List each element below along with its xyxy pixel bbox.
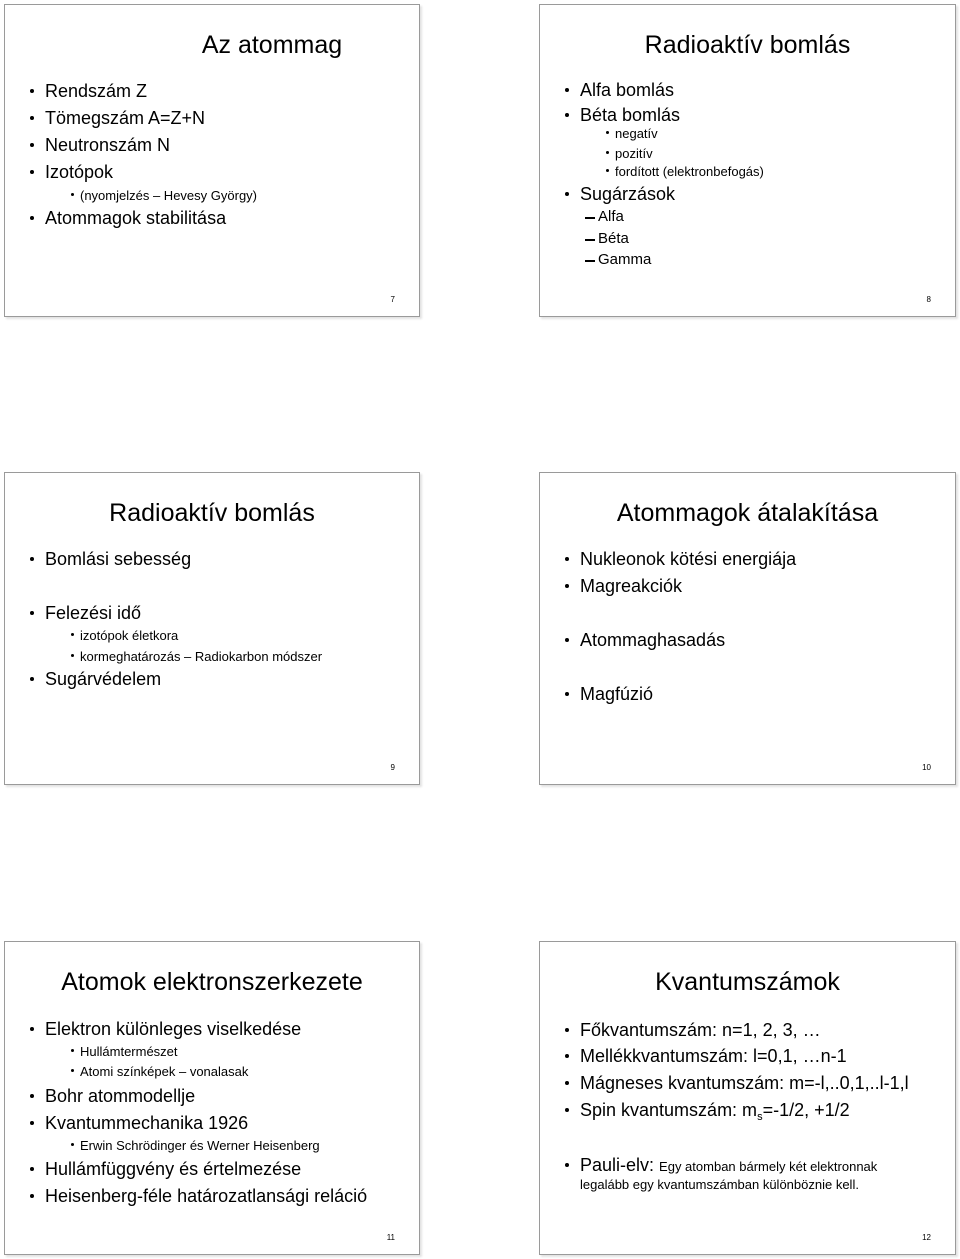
pauli-label: Pauli-elv: <box>580 1155 655 1175</box>
slide-12 <box>539 941 956 1255</box>
slide-title: Atommagok átalakítása <box>616 499 879 527</box>
bullet-item: Rendszám Z <box>45 81 148 101</box>
slide-number: 12 <box>922 1233 931 1242</box>
bullet-item: Főkvantumszám: n=1, 2, 3, … <box>580 1020 821 1040</box>
bullet-item: Felezési idő <box>45 603 142 623</box>
bullet-item: Magfúzió <box>580 684 654 704</box>
bullet-item: Mágneses kvantumszám: m=-l,..0,1,..l-1,l <box>580 1073 909 1093</box>
bullet-item: Hullámfüggvény és értelmezése <box>45 1159 302 1179</box>
slide-title: Kvantumszámok <box>655 968 840 996</box>
slide-8 <box>539 4 956 317</box>
bullet-item: Sugárvédelem <box>45 669 162 689</box>
bullet-item: Magreakciók <box>580 576 683 596</box>
bullet-item: Alfa bomlás <box>580 80 675 100</box>
slide-title: Az atommag <box>201 31 343 59</box>
sub-bullet-item: Erwin Schrödinger és Werner Heisenberg <box>80 1138 320 1153</box>
pauli-principle-item <box>580 1155 877 1176</box>
bullet-item: Neutronszám N <box>45 135 171 155</box>
sub-bullet-item: negatív <box>615 126 658 141</box>
bullet-item: Tömegszám A=Z+N <box>45 108 206 128</box>
bullet-item: Bohr atommodellje <box>45 1086 196 1106</box>
dash-item: Béta <box>598 230 629 247</box>
spin-quantum-number-item <box>580 1100 850 1123</box>
slide-title: Atomok elektronszerkezete <box>61 968 363 996</box>
slide-title: Radioaktív bomlás <box>644 31 851 59</box>
sub-bullet-item: izotópok életkora <box>80 628 179 643</box>
pauli-text: Egy atomban bármely két elektronnak <box>659 1159 878 1174</box>
dash-item: Gamma <box>598 251 652 268</box>
bullet-item: Sugárzások <box>580 184 676 204</box>
bullet-item: Heisenberg-féle határozatlansági reláció <box>45 1186 368 1206</box>
bullet-item: Kvantummechanika 1926 <box>45 1113 249 1133</box>
sub-bullet-item: pozitív <box>615 146 653 161</box>
bullet-item: Elektron különleges viselkedése <box>45 1019 302 1039</box>
slide-number: 8 <box>926 295 931 304</box>
slide-number: 10 <box>922 763 931 772</box>
spin-suffix: =-1/2, +1/2 <box>762 1100 850 1120</box>
slide-7 <box>4 4 420 317</box>
sub-bullet-item: kormeghatározás – Radiokarbon módszer <box>80 649 323 664</box>
sub-bullet-item: (nyomjelzés – Hevesy György) <box>80 188 257 203</box>
spin-subscript: s <box>757 1111 763 1123</box>
slide-title: Radioaktív bomlás <box>109 499 315 527</box>
slide-11 <box>4 941 420 1255</box>
spin-prefix: Spin kvantumszám: m <box>580 1100 758 1120</box>
sub-bullet-item: fordított (elektronbefogás) <box>615 164 764 179</box>
bullet-item: Izotópok <box>45 162 114 182</box>
dash-item: Alfa <box>598 208 624 225</box>
slide-number: 7 <box>390 295 395 304</box>
bullet-item: Mellékkvantumszám: l=0,1, …n-1 <box>580 1046 847 1066</box>
sub-bullet-item: Hullámtermészet <box>80 1044 178 1059</box>
bullet-item: Atommagok stabilitása <box>45 208 227 228</box>
slide-9 <box>4 472 420 785</box>
slide-number: 9 <box>390 763 395 772</box>
sub-bullet-item: Atomi színképek – vonalasak <box>80 1064 249 1079</box>
bullet-item: Atommaghasadás <box>580 630 726 650</box>
slide-10 <box>539 472 956 785</box>
bullet-item: Bomlási sebesség <box>45 549 192 569</box>
pauli-text-line2: legalább egy kvantumszámban különböznie kell. <box>580 1177 859 1192</box>
slide-number: 11 <box>386 1233 395 1242</box>
bullet-item: Béta bomlás <box>580 105 681 125</box>
bullet-item: Nukleonok kötési energiája <box>580 549 797 569</box>
